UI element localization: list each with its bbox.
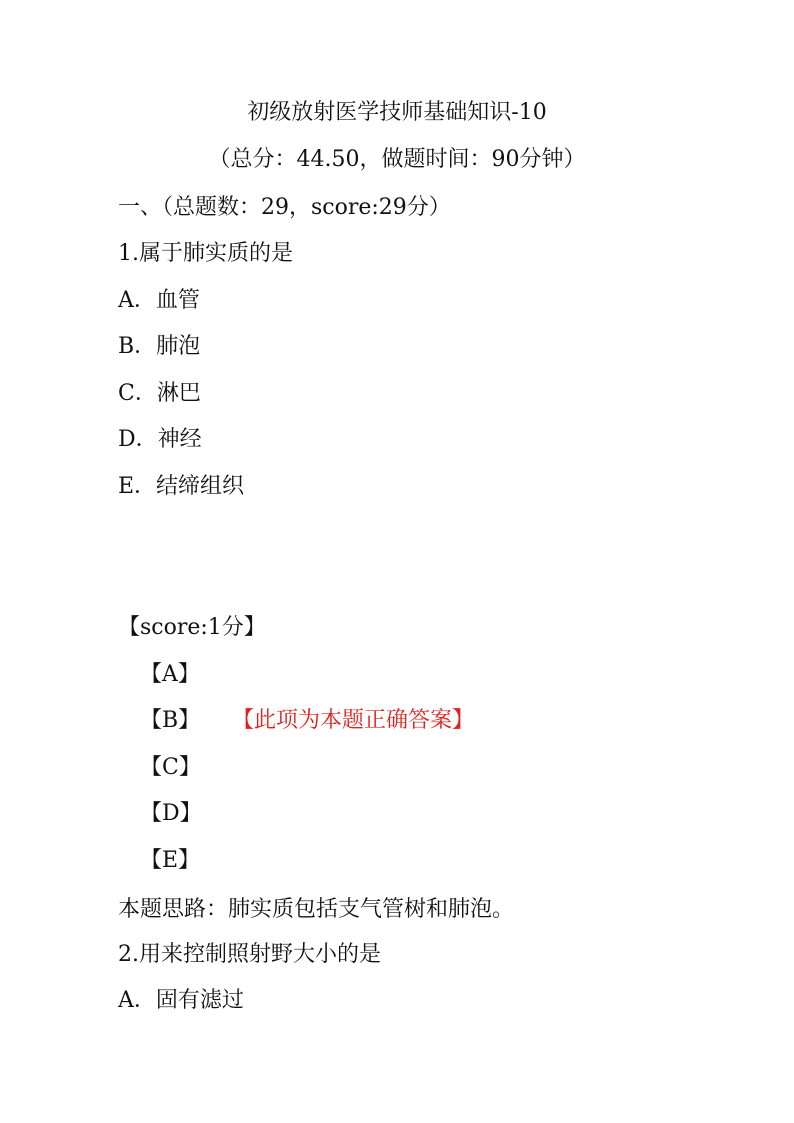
answer-mark-b: 【B】 xyxy=(140,708,201,733)
question-1-score-label: 【score:1分】 xyxy=(118,615,266,640)
document-title: 初级放射医学技师基础知识-10 xyxy=(247,100,547,125)
answer-mark-c: 【C】 xyxy=(140,755,201,780)
question-2-option-a: A．固有滤过 xyxy=(118,988,244,1013)
answer-mark-a: 【A】 xyxy=(140,662,200,687)
question-1-option-c: C．淋巴 xyxy=(118,381,201,406)
question-1-explanation: 本题思路：肺实质包括支气管树和肺泡。 xyxy=(118,897,515,922)
answer-mark-d: 【D】 xyxy=(140,801,202,826)
question-1-option-b: B．肺泡 xyxy=(118,334,201,359)
correct-answer-note: 【此项为本题正确答案】 xyxy=(232,708,475,733)
question-1-option-a: A．血管 xyxy=(118,288,200,313)
document-subtitle: （总分：44.50，做题时间：90分钟） xyxy=(208,147,586,172)
section-heading: 一、（总题数：29，score:29分） xyxy=(118,195,451,220)
question-1-option-e: E．结缔组织 xyxy=(118,474,245,499)
answer-mark-e: 【E】 xyxy=(140,848,201,873)
question-1-stem: 1.属于肺实质的是 xyxy=(118,241,293,266)
question-1-option-d: D．神经 xyxy=(118,427,202,452)
question-2-stem: 2.用来控制照射野大小的是 xyxy=(118,942,381,967)
